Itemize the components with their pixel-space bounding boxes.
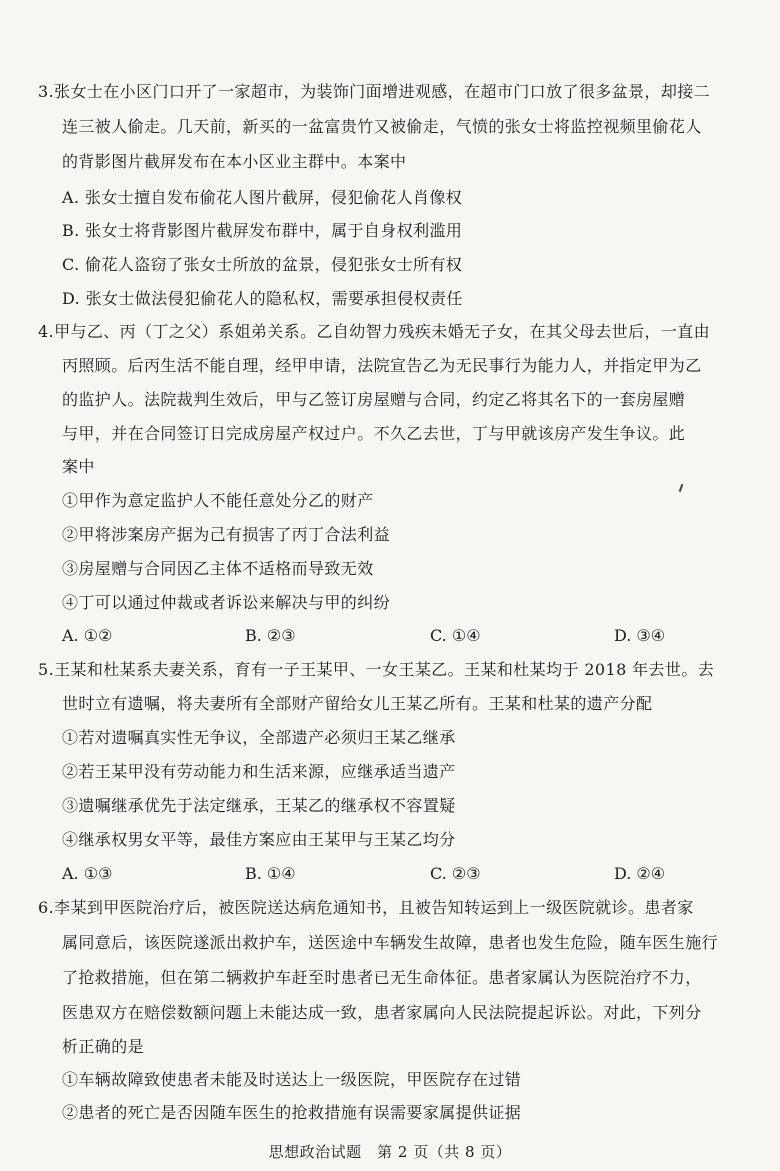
q5-choice-c: C. ②③ — [430, 864, 481, 883]
q4-stem-line-4: 与甲，并在合同签订日完成房屋产权过户。不久乙去世，丁与甲就该房产发生争议。此 — [62, 424, 686, 443]
q5-item-4: ④继承权男女平等，最佳方案应由王某甲与王某乙均分 — [62, 830, 456, 849]
q6-stem-line-3: 了抢救措施，但在第二辆救护车赶至时患者已无生命体征。患者家属认为医院治疗不力， — [62, 968, 702, 987]
q6-stem-line-4: 医患双方在赔偿数额问题上未能达成一致，患者家属向人民法院提起诉讼。对此，下列分 — [62, 1003, 702, 1022]
q4-choice-b: B. ②③ — [245, 626, 296, 645]
q4-stem-line-1: 4.甲与乙、丙（丁之父）系姐弟关系。乙自幼智力残疾未婚无子女，在其父母去世后，一直由 — [38, 322, 711, 341]
q4-item-4: ④丁可以通过仲裁或者诉讼来解决与甲的纠纷 — [62, 593, 391, 612]
q4-choice-c: C. ①④ — [430, 626, 481, 645]
q4-stem-line-2: 丙照顾。后丙生活不能自理，经甲申请，法院宣告乙为无民事行为能力人，并指定甲为乙 — [62, 356, 702, 375]
q3-option-a: A. 张女士擅自发布偷花人图片截屏，侵犯偷花人肖像权 — [62, 188, 463, 207]
q4-choice-d: D. ③④ — [614, 626, 666, 645]
q5-item-1: ①若对遗嘱真实性无争议，全部遗产必须归王某乙继承 — [62, 728, 456, 747]
q3-stem-line-2: 连三被人偷走。几天前，新买的一盆富贵竹又被偷走，气愤的张女士将监控视频里偷花人 — [62, 117, 702, 136]
q5-item-3: ③遗嘱继承优先于法定继承，王某乙的继承权不容置疑 — [62, 796, 456, 815]
q4-stem-line-5: 案中 — [62, 457, 95, 476]
q6-stem-line-2: 属同意后，该医院遂派出救护车，送医途中车辆发生故障，患者也发生危险，随车医生施行 — [62, 933, 719, 952]
q3-stem-line-1: 3.张女士在小区门口开了一家超市，为装饰门面增进观感，在超市门口放了很多盆景，却接二 — [38, 82, 711, 101]
q5-choice-b: B. ①④ — [245, 864, 296, 883]
q3-option-d: D. 张女士做法侵犯偷花人的隐私权，需要承担侵权责任 — [62, 289, 463, 308]
q5-item-2: ②若王某甲没有劳动能力和生活来源，应继承适当遗产 — [62, 762, 456, 781]
q4-stem-line-3: 的监护人。法院裁判生效后，甲与乙签订房屋赠与合同，约定乙将其名下的一套房屋赠 — [62, 390, 686, 409]
q4-item-2: ②甲将涉案房产据为己有损害了丙丁合法利益 — [62, 525, 391, 544]
q3-option-c: C. 偷花人盗窃了张女士所放的盆景，侵犯张女士所有权 — [62, 255, 463, 274]
q5-choice-d: D. ②④ — [614, 864, 666, 883]
q5-choice-a: A. ①③ — [62, 864, 113, 883]
q6-item-1: ①车辆故障致使患者未能及时送达上一级医院，甲医院存在过错 — [62, 1070, 522, 1089]
q6-stem-line-5: 析正确的是 — [62, 1037, 145, 1056]
page-footer: 思想政治试题 第 2 页（共 8 页） — [268, 1143, 512, 1161]
q6-stem-line-1: 6.李某到甲医院治疗后，被医院送达病危通知书，且被告知转运到上一级医院就诊。患者家 — [38, 898, 694, 917]
pencil-mark — [679, 484, 684, 492]
q3-stem-line-3: 的背影图片截屏发布在本小区业主群中。本案中 — [62, 152, 407, 171]
q5-stem-line-1: 5.王某和杜某系夫妻关系，育有一子王某甲、一女王某乙。王某和杜某均于 2018 年去世。去 — [38, 660, 715, 679]
q4-item-3: ③房屋赠与合同因乙主体不适格而导致无效 — [62, 559, 374, 578]
q4-item-1: ①甲作为意定监护人不能任意处分乙的财产 — [62, 491, 374, 510]
q4-choice-a: A. ①② — [62, 626, 113, 645]
q6-item-2: ②患者的死亡是否因随车医生的抢救措施有误需要家属提供证据 — [62, 1103, 522, 1122]
q3-option-b: B. 张女士将背影图片截屏发布群中，属于自身权利滥用 — [62, 221, 463, 240]
q5-stem-line-2: 世时立有遗嘱，将夫妻所有全部财产留给女儿王某乙所有。王某和杜某的遗产分配 — [62, 694, 653, 713]
